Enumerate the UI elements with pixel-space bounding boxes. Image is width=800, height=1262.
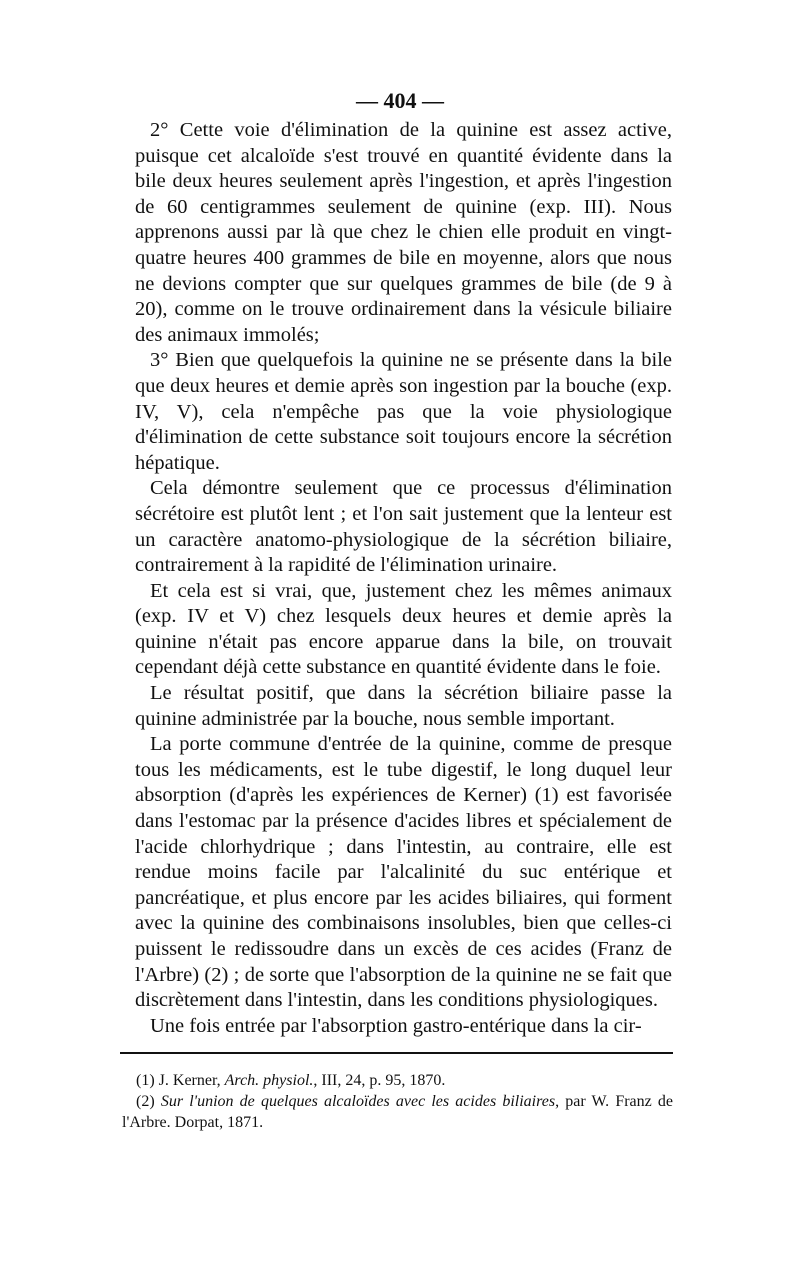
footnote-2-prefix: (2) bbox=[136, 1093, 161, 1110]
footnotes bbox=[122, 1070, 673, 1133]
footnote-2-suffix: , par W. Franz de l'Arbre. Dorpat, 1871. bbox=[122, 1093, 674, 1131]
paragraph-delayed-appearance: 3° Bien que quelquefois la quinine ne se présente dans la bile que deux heures et demie après son ingestion par la bouche (exp. IV, V), cela n'empêche pas que la voie physiologique d'élimination de cette substance soit toujours encore la sécrétion hépatique. bbox=[135, 349, 672, 474]
page-number: — 404 — bbox=[356, 88, 444, 113]
paragraph-elimination-activity: 2° Cette voie d'élimination de la quinine est assez active, puisque cet alcaloïde s'est trouvé en quantité évidente dans la bile deux heures seulement après l'ingestion, et après l'ingestion de 60 centigrammes seulement de quinine (exp. III). Nous apprenons aussi par là que chez le chien elle produit en vingt-quatre heures 400 grammes de bile en moyenne, alors que nous ne devions compter que sur quelques grammes de bile (de 9 à 20), comme on le trouve ordinairement dans la vésicule biliaire des animaux immolés; bbox=[135, 119, 672, 346]
footnote-1-prefix: (1) J. Kerner, bbox=[136, 1072, 225, 1089]
footnote-1-suffix: , III, 24, p. 95, 1870. bbox=[313, 1072, 446, 1089]
body-text bbox=[135, 118, 672, 1039]
paragraph-circulation: Une fois entrée par l'absorption gastro-entérique dans la cir- bbox=[150, 1014, 642, 1037]
footnote-2 bbox=[122, 1091, 673, 1133]
paragraph-positive-result: Le résultat positif, que dans la sécrétion biliaire passe la quinine administrée par la bouche, nous semble important. bbox=[135, 682, 672, 730]
paragraph-slow-process: Cela démontre seulement que ce processus d'élimination sécrétoire est plutôt lent ; et l'on sait justement que la lenteur est un caractère anatomo-physiologique de la sécrétion biliaire, contrairement à la rapidité de l'élimination urinaire. bbox=[135, 477, 672, 577]
paragraph-liver-evidence: Et cela est si vrai, que, justement chez les mêmes animaux (exp. IV et V) chez lesquels deux heures et demie après la quinine n'était pas encore apparue dans la bile, on trouvait cependant déjà cette substance en quantité évidente dans le foie. bbox=[135, 579, 672, 679]
footnote-1-title: Arch. physiol. bbox=[224, 1072, 314, 1089]
footnote-divider bbox=[120, 1052, 673, 1054]
footnote-2-title: Sur l'union de quelques alcaloïdes avec les acides biliaires bbox=[160, 1093, 556, 1110]
footnote-1 bbox=[122, 1070, 673, 1091]
paragraph-absorption: La porte commune d'entrée de la quinine, comme de presque tous les médicaments, est le tube digestif, le long duquel leur absorption (d'après les expériences de Kerner) (1) est favorisée dans l'estomac par la présence d'acides libres et spécialement de l'acide chlorhydrique ; dans l'intestin, au contraire, elle est rendue moins facile par l'alcalinité du suc entérique et pancréatique, et plus encore par les acides biliaires, qui forment avec la quinine des combinaisons insolubles, bien que celles-ci puissent le redissoudre dans un excès de ces acides (Franz de l'Arbre) (2) ; de sorte que l'absorption de la quinine ne se fait que discrètement dans l'intestin, dans les conditions physiologiques. bbox=[135, 733, 672, 1012]
